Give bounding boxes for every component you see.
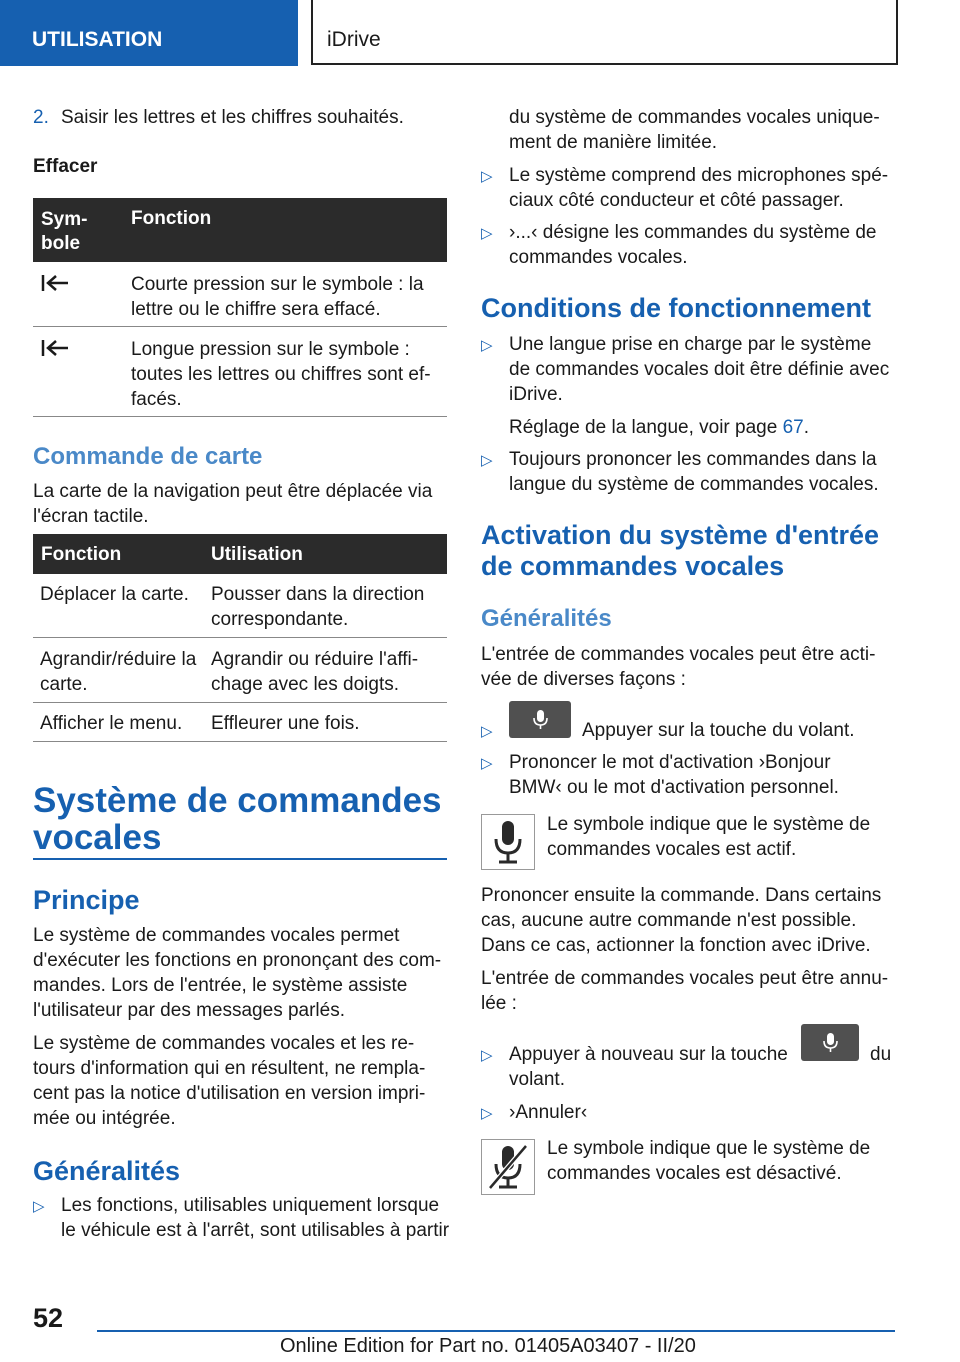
para-line: vée de diverses façons : (481, 669, 686, 690)
table1-bottom-rule (33, 416, 447, 417)
para-line: mandes. Lors de l'entrée, le système assiste (33, 975, 408, 996)
para-line: cas, aucune autre commande n'est possible. (481, 910, 857, 931)
bullet-icon: ▷ (481, 723, 493, 740)
table2-row2-b (211, 647, 418, 697)
annul-paragraph (481, 966, 888, 1016)
table2-cell: Agrandir ou réduire l'affi- (211, 649, 419, 670)
table1-row2-line2: toutes les lettres ou chiffres sont ef- (131, 364, 431, 385)
conditions-heading: Conditions de fonctionnement (481, 293, 871, 323)
continued-paragraph (509, 105, 880, 155)
table2-cell: Pousser dans la direction (211, 584, 425, 605)
bullet-icon: ▷ (481, 337, 493, 354)
main-heading-line1: Système de commandes (33, 781, 442, 820)
table2-row2-a (40, 647, 196, 697)
act-bullet-2 (509, 750, 839, 800)
cond-bullet-1 (509, 332, 889, 407)
cancel-bullet-1c: volant. (509, 1069, 565, 1090)
bullet-icon: ▷ (481, 225, 493, 242)
carte-paragraph (33, 479, 432, 529)
microphone-icon (801, 1024, 859, 1061)
para-line: Toujours prononcer les commandes dans la (509, 449, 877, 470)
para-line: d'exécuter les fonctions en prononçant des com- (33, 950, 442, 971)
topic-title: iDrive (327, 28, 381, 51)
bullet-icon: ▷ (481, 168, 493, 185)
page-number: 52 (33, 1303, 64, 1333)
principe-heading: Principe (33, 885, 140, 915)
cancel-bullet-1b: du (870, 1044, 892, 1065)
para-line: ment de manière limitée. (509, 132, 718, 153)
active-note (547, 812, 870, 862)
step-number: 2. (33, 107, 49, 128)
table1-row2-line1: Longue pression sur le symbole : (131, 339, 410, 360)
para-line: Le symbole indique que le système de (547, 1138, 871, 1159)
principe-paragraph-1 (33, 923, 441, 1023)
para-line: de commandes vocales doit être définie avec (509, 359, 890, 380)
para-line: l'utilisateur par des messages parlés. (33, 1000, 345, 1021)
cancel-bullet-1a: Appuyer à nouveau sur la touche (509, 1044, 788, 1065)
para-line: L'entrée de commandes vocales peut être annu- (481, 968, 889, 989)
main-heading-line2: vocales (33, 818, 162, 857)
effacer-label: Effacer (33, 156, 98, 177)
table2-cell: Déplacer la carte. (40, 584, 189, 605)
para-line: cent pas la notice d'utilisation en version impri- (33, 1083, 426, 1104)
main-heading (33, 782, 442, 856)
bullet-icon: ▷ (481, 755, 493, 772)
para-line: Dans ce cas, actionner la fonction avec iDrive. (481, 935, 871, 956)
para-line: commandes vocales est actif. (547, 839, 797, 860)
ref-text: Réglage de la langue, voir page (509, 417, 783, 438)
inactive-note (547, 1136, 870, 1186)
para-line: lée : (481, 993, 517, 1014)
prononcer-paragraph (481, 883, 881, 958)
bullet-icon: ▷ (33, 1198, 45, 1215)
table2-row1-b (211, 582, 424, 632)
table2-col1: Fonction (41, 544, 122, 565)
cond-reference (509, 415, 809, 440)
carte-line2: l'écran tactile. (33, 506, 149, 527)
para-line: Prononcer le mot d'activation ›Bonjour (509, 752, 831, 773)
para-line: Les fonctions, utilisables uniquement lorsque (61, 1195, 440, 1216)
heading-line: de commandes vocales (481, 551, 785, 581)
topic-box (311, 0, 898, 65)
table1-row2-line3: facés. (131, 389, 182, 410)
table1-header (33, 198, 447, 262)
para-line: Le symbole indique que le système de (547, 814, 871, 835)
backspace-icon (40, 273, 70, 293)
backspace-icon (40, 338, 70, 358)
microphone-icon (481, 814, 535, 870)
carte-line1: La carte de la navigation peut être déplacée via (33, 481, 433, 502)
table2-cell: Effleurer une fois. (211, 713, 360, 734)
table1-divider (33, 326, 447, 327)
gen-right-heading: Généralités (481, 605, 612, 632)
page-link[interactable]: 67 (782, 417, 804, 438)
edition-text: Online Edition for Part no. 01405A03407 - II/20 (280, 1335, 696, 1357)
table2-cell: chage avec les doigts. (211, 674, 400, 695)
table2-divider (33, 702, 447, 703)
para-line: commandes vocales. (509, 247, 688, 268)
table2-col2: Utilisation (211, 544, 303, 565)
bullet-3 (509, 220, 877, 270)
table1-col2: Fonction (131, 208, 212, 229)
table2-cell: Afficher le menu. (40, 713, 183, 734)
table2-bottom-rule (33, 741, 447, 742)
gen-bullet-1 (61, 1193, 449, 1243)
cancel-bullet-2: ›Annuler‹ (509, 1102, 588, 1123)
microphone-off-icon (481, 1139, 535, 1195)
table2-row3-a (40, 711, 182, 736)
step-text: Saisir les lettres et les chiffres souhaités. (61, 107, 404, 128)
table2-row3-b (211, 711, 360, 736)
table1-row1-line1: Courte pression sur le symbole : la (131, 274, 424, 295)
page-header (0, 0, 960, 66)
para-line: iDrive. (509, 384, 563, 405)
bullet-2 (509, 163, 888, 213)
para-line: Prononcer ensuite la commande. Dans certains (481, 885, 882, 906)
para-line: ›...‹ désigne les commandes du système de (509, 222, 877, 243)
table1-row1-line2: lettre ou le chiffre sera effacé. (131, 299, 381, 320)
ref-end: . (803, 417, 810, 438)
bullet-icon: ▷ (481, 1047, 493, 1064)
table2-divider (33, 637, 447, 638)
para-line: du système de commandes vocales unique- (509, 107, 880, 128)
generalites-heading: Généralités (33, 1156, 181, 1186)
para-line: Une langue prise en charge par le système (509, 334, 872, 355)
principe-paragraph-2 (33, 1031, 425, 1131)
table1-row2-text (131, 337, 431, 412)
para-line: Le système comprend des microphones spé- (509, 165, 889, 186)
section-tab (0, 0, 298, 66)
para-line: langue du système de commandes vocales. (509, 474, 879, 495)
microphone-icon (509, 701, 571, 738)
para-line: tours d'information qui en résultent, ne rempla- (33, 1058, 426, 1079)
para-line: ciaux côté conducteur et côté passager. (509, 190, 844, 211)
para-line: le véhicule est à l'arrêt, sont utilisables à partir (61, 1220, 450, 1241)
main-heading-rule (33, 858, 447, 860)
para-line: Le système de commandes vocales et les re- (33, 1033, 415, 1054)
para-line: L'entrée de commandes vocales peut être acti- (481, 644, 876, 665)
footer-rule (97, 1330, 895, 1332)
bullet-icon: ▷ (481, 1105, 493, 1122)
table2-cell: Agrandir/réduire la (40, 649, 197, 670)
bullet-icon: ▷ (481, 452, 493, 469)
table2-cell: correspondante. (211, 609, 349, 630)
gen-paragraph (481, 642, 875, 692)
table2-cell: carte. (40, 674, 88, 695)
activation-heading (481, 520, 879, 582)
table2-header (33, 534, 447, 574)
table1-col1-line1: Sym- (41, 209, 88, 230)
para-line: mée ou intégrée. (33, 1108, 176, 1129)
table1-col1-line2: bole (41, 233, 81, 254)
act-bullet-1: Appuyer sur la touche du volant. (582, 720, 855, 741)
para-line: commandes vocales est désactivé. (547, 1163, 842, 1184)
carte-heading: Commande de carte (33, 443, 263, 470)
para-line: BMW‹ ou le mot d'activation personnel. (509, 777, 839, 798)
cond-bullet-2 (509, 447, 879, 497)
table2-row1-a (40, 582, 189, 607)
section-title: UTILISATION (32, 28, 163, 51)
table1-row1-text (131, 272, 424, 322)
para-line: Le système de commandes vocales permet (33, 925, 400, 946)
heading-line: Activation du système d'entrée (481, 520, 880, 550)
